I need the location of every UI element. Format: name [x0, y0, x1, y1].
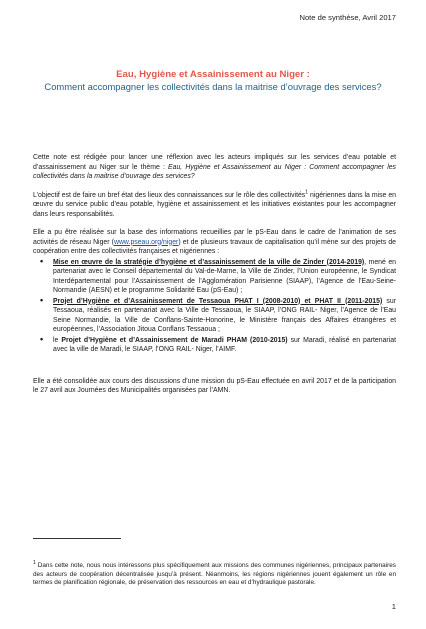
footnote	[33, 559, 396, 588]
title-block	[30, 69, 396, 94]
project-description: sur Maradi, réalisé en partenariat avec la ville de Maradi, le SIAAP, l’ONG RAIL- Niger, l’AIMF.	[53, 336, 396, 353]
intro-text: Cette note est rédigée pour lancer une réflexion avec les acteurs impliqués sur les services d’eau potable et d’assainissement au Niger sur le thème :	[33, 154, 396, 171]
pseau-niger-link[interactable]: www.pseau.org/niger	[113, 238, 179, 246]
footnote-text: Dans cette note, nous nous intéressons plus spécifiquement aux missions des communes nigériennes, principaux partenaires des acteurs de coopération décentralisée jusqu’à présent. Néanmoins, les régions nigériennes jouent également un rôle en termes de planification régionale, de préservation des ressources en eau et d’hydraulique pastorale.	[33, 562, 396, 587]
project-name: Mise en œuvre de la stratégie d’hygiène et d’assainissement de la ville de Zinder (2014-2019)	[53, 258, 365, 266]
project-name: Projet d’Hygiène et d’Assainissement de Tessaoua PHAT I (2008-2010) et PHAT II (2011-2015)	[53, 297, 383, 305]
document-subtitle: Comment accompagner les collectivités dans la maitrise d’ouvrage des services?	[44, 81, 382, 92]
project-list	[33, 255, 396, 355]
project-name: Projet d’Hygiène et d’Assainissement de Maradi PHAM (2010-2015)	[61, 336, 288, 344]
objective-paragraph	[33, 191, 396, 220]
objective-text: L’objectif est de faire un bref état des lieux des connaissances sur le rôle des collectivités	[33, 191, 306, 199]
basis-text: Elle a pu être réalisée sur la base des informations recueillies par le pS-Eau dans le cadre de l’animation de ses activités de réseau Niger (	[33, 229, 396, 246]
footnote-marker: 1	[33, 559, 36, 566]
list-item	[33, 333, 396, 355]
page-number: 1	[391, 602, 396, 611]
bullet-icon: •	[40, 255, 44, 266]
footnote-reference[interactable]: 1	[305, 189, 309, 196]
project-description: , mené en partenariat avec le Conseil départemental du Val-de-Marne, la Ville de Zinder, l’Union européenne, le Syndicat Interdépartemental pour l’Assainissement de l’Agglomération Parisienne (SIAAP), l’Agence de l’Eau-Seine-Normandie (AESN) et le programme Solidarité Eau (pS-Eau) ;	[53, 258, 396, 294]
header-note: Note de synthèse, Avril 2017	[299, 13, 396, 22]
project-description: sur Tessaoua, réalisés en partenariat avec la Ville de Tessaoua, le SIAAP, l’ONG RAIL- Niger, l’Agence de l’Eau Seine Normandie, la Ville de Conflans-Sainte-Honorine, le Ministère français des Affaires étrangères et européennes, l’Association Jitoua Conflans Tessaoua ;	[53, 297, 396, 333]
intro-theme: Eau, Hygiène et Assainissement au Niger : Comment accompagner les collectivités dans la maitrise d’ouvrage des services?	[33, 163, 397, 180]
basis-paragraph	[33, 228, 396, 257]
bullet-icon: •	[40, 333, 44, 344]
list-item	[33, 294, 396, 335]
body-text	[33, 153, 396, 405]
basis-text-continued: ) et de plusieurs travaux de capitalisation qu’il mène sur des projets de coopération entre des collectivités françaises et nigériennes :	[33, 238, 397, 255]
list-item	[33, 255, 396, 296]
project-prefix: le	[53, 336, 62, 344]
bullet-icon: •	[40, 294, 44, 305]
objective-text-continued: nigériennes dans la mise en œuvre du service public d’eau potable, hygiène et assainissement et les initiatives existantes pour les accompagner dans leurs responsabilités.	[33, 191, 396, 218]
consolidation-paragraph: Elle a été consolidée aux cours des discussions d’une mission du pS-Eau effectuée en avril 2017 et de la participation le 27 avril aux Journées des Municipalités organisées par l’AMN.	[33, 377, 396, 394]
intro-paragraph	[33, 153, 396, 182]
footnote-divider	[33, 538, 121, 539]
document-title: Eau, Hygiène et Assainissement au Niger :	[116, 69, 310, 80]
